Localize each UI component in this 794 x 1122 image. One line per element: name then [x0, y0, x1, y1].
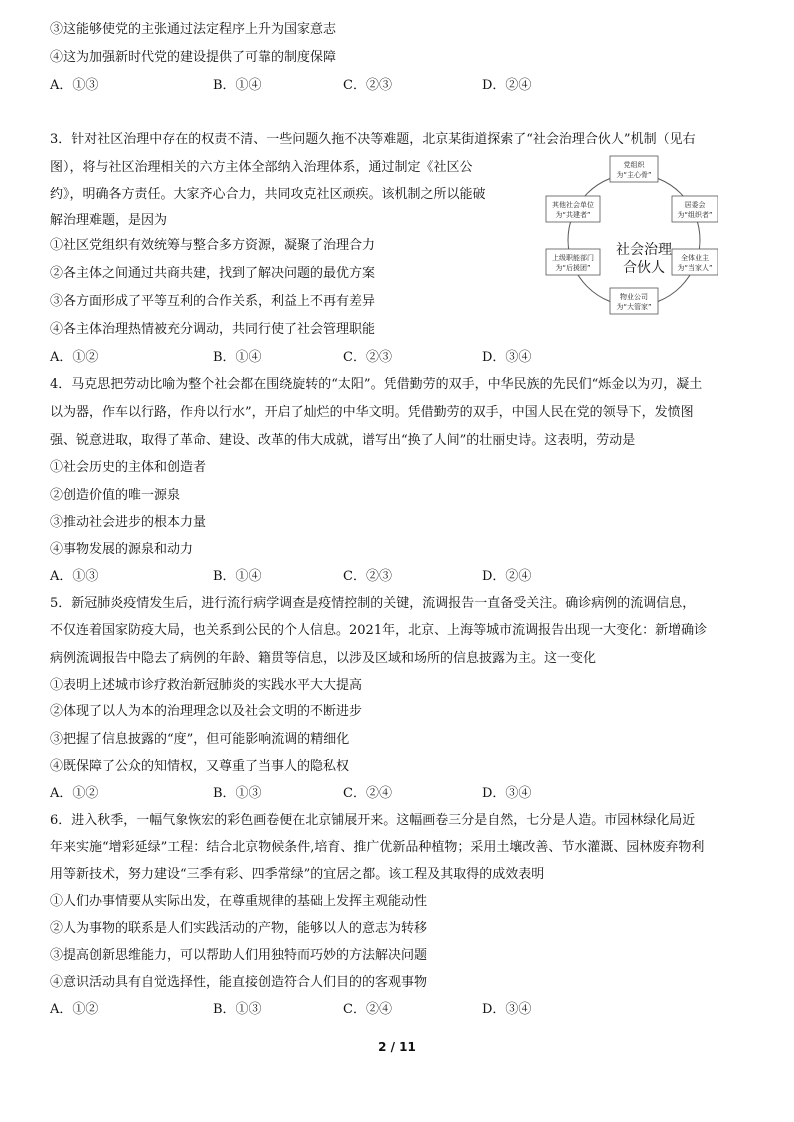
svg-text:党组织: 党组织: [623, 161, 645, 169]
q3-statement-1: ①社区党组织有效统筹与整合多方资源，凝聚了治理合力: [50, 238, 376, 253]
q5-option-b[interactable]: B．①③: [213, 786, 262, 801]
q6-stem-line-2: 年来实施“增彩延绿”工程：结合北京物候条件,培育、推广优新品种植物；采用土壤改善、节水灌溉、园林废弃物利: [50, 840, 705, 855]
q3-stem-line-3: 约》，明确各方责任。大家齐心合力，共同攻克社区顽疾。该机制之所以能破: [50, 187, 486, 202]
q6-statement-1: ①人们办事情要从实际出发，在尊重规律的基础上发挥主观能动性: [50, 894, 428, 909]
q5-option-a[interactable]: A．①②: [50, 786, 99, 801]
svg-text:为“组织者”: 为“组织者”: [677, 211, 713, 219]
q3-option-d[interactable]: D．③④: [482, 350, 532, 365]
node-property-company: [610, 288, 658, 314]
q5-option-d[interactable]: D．③④: [482, 786, 532, 801]
social-governance-partner-diagram: [544, 152, 718, 322]
q6-statement-4: ④意识活动具有自觉选择性，能直接创造符合人们目的的客观事物: [50, 975, 428, 990]
q4-statement-3: ③推动社会进步的根本力量: [50, 515, 207, 530]
q2-statement-3: ③这能够使党的主张通过法定程序上升为国家意志: [50, 22, 337, 37]
q6-option-d[interactable]: D．③④: [482, 1002, 532, 1017]
q5-stem-line-1: 5．新冠肺炎疫情发生后，进行流行病学调查是疫情控制的关键，流调报告一直备受关注。确诊病例的流调信息，: [50, 596, 696, 611]
q6-stem-line-3: 用等新技术，努力建设“三季有彩、四季常绿”的宜居之都。该工程及其取得的成效表明: [50, 867, 545, 882]
svg-text:为“大管家”: 为“大管家”: [616, 303, 652, 311]
q2-option-c[interactable]: C．②③: [343, 78, 392, 93]
svg-text:物业公司: 物业公司: [620, 293, 648, 301]
q6-option-a[interactable]: A．①②: [50, 1002, 99, 1017]
q3-statement-3: ③各方面形成了平等互利的合作关系，利益上不再有差异: [50, 294, 376, 309]
q5-statement-1: ①表明上述城市诊疗救治新冠肺炎的实践水平大大提高: [50, 678, 363, 693]
q4-stem-line-2: 以为器，作车以行路，作舟以行水”，开启了灿烂的中华文明。凭借勤劳的双手，中国人民在党的领导下，发愤图: [50, 405, 694, 420]
svg-text:其他社会单位: 其他社会单位: [552, 201, 594, 209]
node-residents-committee: [672, 196, 718, 222]
q6-statement-3: ③提高创新思维能力，可以帮助人们用独特而巧妙的方法解决问题: [50, 948, 428, 963]
q4-option-d[interactable]: D．②④: [482, 569, 532, 584]
q6-stem-line-1: 6．进入秋季，一幅气象恢宏的彩色画卷便在北京铺展开来。这幅画卷三分是自然，七分是人造。市园林绿化局近: [50, 813, 696, 828]
q4-option-a[interactable]: A．①③: [50, 569, 99, 584]
q2-option-a[interactable]: A．①③: [50, 78, 99, 93]
q5-statement-4: ④既保障了公众的知情权，又尊重了当事人的隐私权: [50, 759, 350, 774]
node-other-social-units: [546, 196, 600, 222]
q2-option-d[interactable]: D．②④: [482, 78, 532, 93]
q3-statement-4: ④各主体治理热情被充分调动，共同行使了社会管理职能: [50, 322, 376, 337]
svg-text:为“主心骨”: 为“主心骨”: [616, 171, 652, 179]
svg-text:为“后援团”: 为“后援团”: [555, 264, 591, 272]
q3-statement-2: ②各主体之间通过共商共建，找到了解决问题的最优方案: [50, 266, 376, 281]
q6-option-b[interactable]: B．①③: [213, 1002, 262, 1017]
q4-option-c[interactable]: C．②③: [343, 569, 392, 584]
q5-stem-line-2: 不仅连着国家防疫大局，也关系到公民的个人信息。2021年，北京、上海等城市流调报告出现一大变化：新增确诊: [50, 623, 708, 638]
svg-text:全体业主: 全体业主: [681, 254, 709, 262]
svg-text:为“共建者”: 为“共建者”: [555, 211, 591, 219]
node-all-owners: [672, 249, 718, 275]
svg-text:居委会: 居委会: [684, 201, 706, 209]
q6-statement-2: ②人为事物的联系是人们实践活动的产物，能够以人的意志为转移: [50, 921, 428, 936]
q6-option-c[interactable]: C．②④: [343, 1002, 392, 1017]
svg-text:上级职能部门: 上级职能部门: [552, 254, 594, 262]
q4-statement-1: ①社会历史的主体和创造者: [50, 460, 207, 475]
q4-statement-4: ④事物发展的源泉和动力: [50, 542, 194, 557]
svg-text:为“当家人”: 为“当家人”: [677, 264, 713, 272]
q2-statement-4: ④这为加强新时代党的建设提供了可靠的制度保障: [50, 50, 337, 65]
q3-stem-line-1: 3．针对社区治理中存在的权责不清、一些问题久拖不决等难题，北京某街道探索了“社会治理合伙人”机制（见右: [50, 132, 696, 147]
q3-option-a[interactable]: A．①②: [50, 350, 99, 365]
diagram-center-line-1: 社会治理: [616, 242, 672, 258]
q3-stem-line-4: 解治理难题，是因为: [50, 213, 168, 228]
node-superior-departments: [546, 249, 600, 275]
q3-stem-line-2: 图），将与社区治理相关的六方主体全部纳入治理体系，通过制定《社区公: [50, 160, 473, 175]
q4-option-b[interactable]: B．①④: [213, 569, 262, 584]
node-party-organization: [610, 156, 658, 182]
page-number: 2 / 11: [378, 1040, 416, 1054]
q3-option-b[interactable]: B．①④: [213, 350, 262, 365]
q5-statement-2: ②体现了以人为本的治理理念以及社会文明的不断进步: [50, 704, 363, 719]
cycle-ring: [568, 174, 700, 306]
q4-stem-line-1: 4．马克思把劳动比喻为整个社会都在围绕旋转的“太阳”。凭借勤劳的双手，中华民族的先民们“烁金以为刃，凝土: [50, 377, 703, 392]
q4-stem-line-3: 强、锐意进取，取得了革命、建设、改革的伟大成就，谱写出“换了人间”的壮丽史诗。这表明，劳动是: [50, 433, 636, 448]
q5-option-c[interactable]: C．②④: [343, 786, 392, 801]
diagram-center-line-2: 合伙人: [623, 260, 665, 276]
q2-option-b[interactable]: B．①④: [213, 78, 262, 93]
q4-statement-2: ②创造价值的唯一源泉: [50, 488, 181, 503]
q5-statement-3: ③把握了信息披露的“度”，但可能影响流调的精细化: [50, 732, 350, 747]
q5-stem-line-3: 病例流调报告中隐去了病例的年龄、籍贯等信息，以涉及区域和场所的信息披露为主。这一变化: [50, 651, 597, 666]
q3-option-c[interactable]: C．②③: [343, 350, 392, 365]
